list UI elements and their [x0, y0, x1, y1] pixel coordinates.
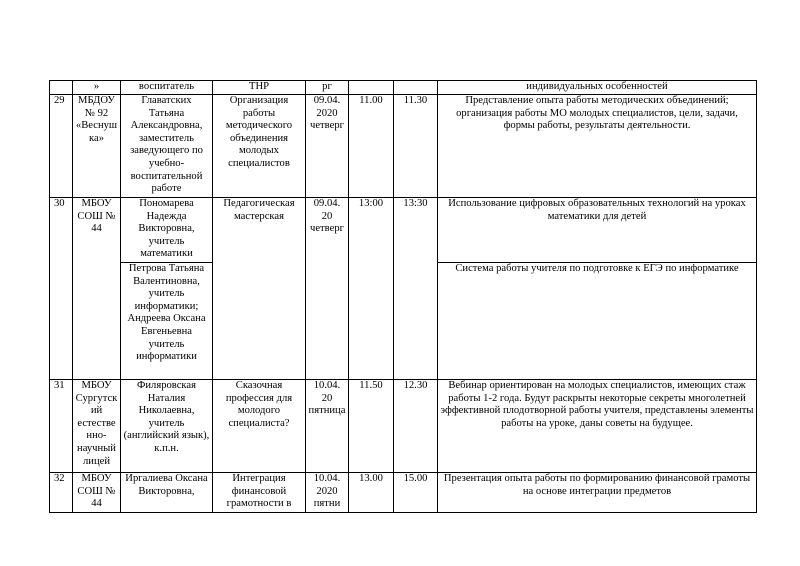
cell-end: 15.00	[394, 473, 438, 513]
cell-description: Представление опыта работы методических объединений; организация работы МО молодых специалистов, цели, задачи, формы работы, результаты деятельности.	[438, 95, 757, 198]
cell-speaker: воспитатель	[121, 81, 213, 95]
table-row	[50, 380, 757, 473]
cell-date: 10.04. 2020 пятни	[306, 473, 349, 513]
table-row	[50, 473, 757, 513]
cell-org: МБДОУ № 92 «Веснушка»	[73, 95, 121, 198]
cell-date: 09.04. 20 четверг	[306, 198, 349, 380]
cell-topic: Сказочная профессия для молодого специалиста?	[213, 380, 306, 473]
events-table	[49, 80, 757, 513]
cell-description: Презентация опыта работы по формированию финансовой грамоты на основе интеграции предметов	[438, 473, 757, 513]
cell-num: 32	[50, 473, 73, 513]
cell-end: 13:30	[394, 198, 438, 380]
cell-num	[50, 81, 73, 95]
cell-description: индивидуальных особенностей	[438, 81, 757, 95]
cell-start: 11.50	[349, 380, 394, 473]
cell-org: МБОУ СОШ № 44	[73, 198, 121, 380]
table-row-continuation	[50, 81, 757, 95]
cell-description: Система работы учителя по подготовке к ЕГЭ по информатике	[438, 263, 757, 380]
cell-topic: Педагогическая мастерская	[213, 198, 306, 380]
table-row	[50, 198, 757, 263]
cell-num: 31	[50, 380, 73, 473]
cell-org: МБОУ Сургутский естественно-научный лицей	[73, 380, 121, 473]
cell-speaker: Иргалиева Оксана Викторовна,	[121, 473, 213, 513]
cell-date: 10.04. 20 пятница	[306, 380, 349, 473]
cell-description: Использование цифровых образовательных технологий на уроках математики для детей	[438, 198, 757, 263]
cell-topic: Интеграция финансовой грамотности в	[213, 473, 306, 513]
cell-speaker: Главатских Татьяна Александровна, заместитель заведующего по учебно-воспитательной работе	[121, 95, 213, 198]
cell-end: 11.30	[394, 95, 438, 198]
cell-speaker: Филяровская Наталия Николаевна, учитель (английский язык), к.п.н.	[121, 380, 213, 473]
cell-date: 09.04. 2020 четверг	[306, 95, 349, 198]
cell-speaker: Петрова Татьяна Валентиновна, учитель информатики; Андреева Оксана Евгеньевна учитель информатики	[121, 263, 213, 380]
cell-topic: Организация работы методического объединения молодых специалистов	[213, 95, 306, 198]
cell-start	[349, 81, 394, 95]
table-row	[50, 95, 757, 198]
cell-end: 12.30	[394, 380, 438, 473]
cell-topic: ТНР	[213, 81, 306, 95]
cell-speaker: Пономарева Надежда Викторовна, учитель математики	[121, 198, 213, 263]
cell-date: рг	[306, 81, 349, 95]
cell-org: МБОУ СОШ № 44	[73, 473, 121, 513]
cell-start: 13:00	[349, 198, 394, 380]
cell-description: Вебинар ориентирован на молодых специалистов, имеющих стаж работы 1-2 года. Будут раскрыты некоторые секреты многолетней эффективной плодотворной работы учителя, представлены элементы работы на уроке, даны советы на будущее.	[438, 380, 757, 473]
cell-start: 13.00	[349, 473, 394, 513]
cell-num: 29	[50, 95, 73, 198]
cell-org: »	[73, 81, 121, 95]
cell-end	[394, 81, 438, 95]
cell-num: 30	[50, 198, 73, 380]
cell-start: 11.00	[349, 95, 394, 198]
